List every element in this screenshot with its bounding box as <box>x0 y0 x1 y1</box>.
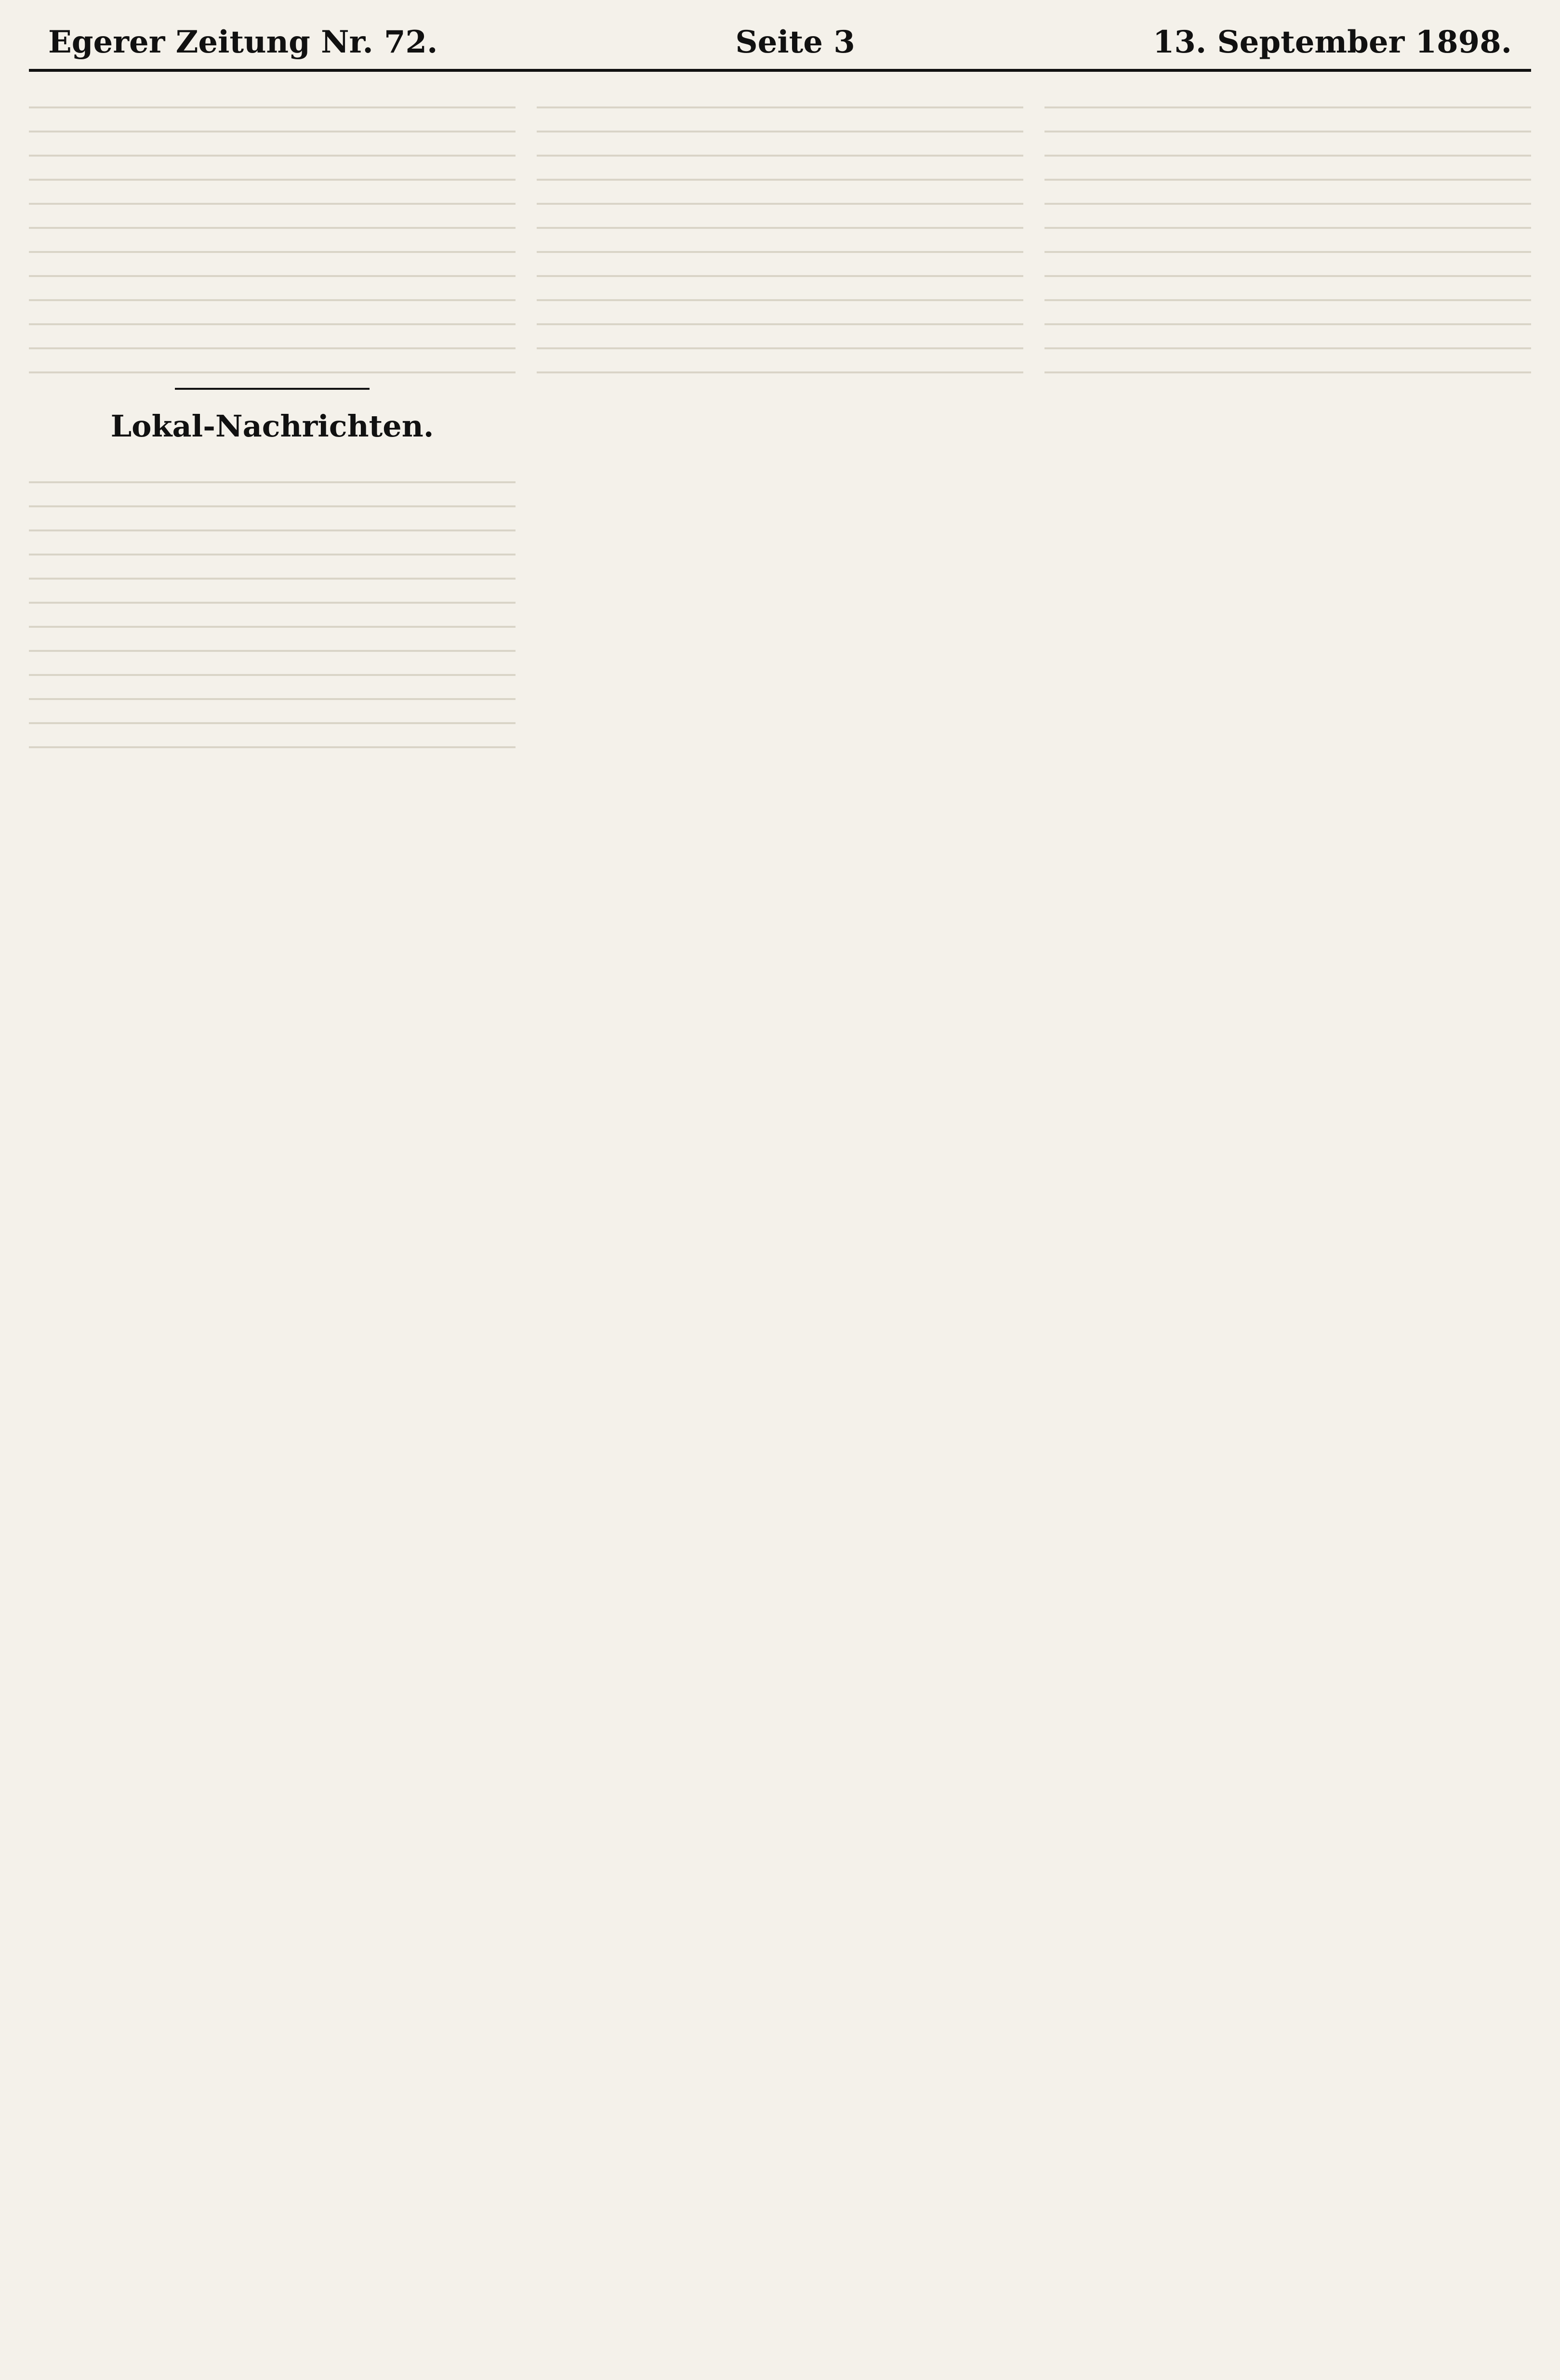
page-number: Seite 3 <box>735 24 855 60</box>
text-block <box>1044 84 1531 373</box>
column-3 <box>1044 84 1531 2349</box>
section-divider <box>175 388 370 390</box>
section-title-local-news: Lokal-Nachrichten. <box>110 409 434 444</box>
masthead <box>29 24 1531 72</box>
column-1 <box>29 84 516 2349</box>
article-columns <box>29 84 1531 2349</box>
issue-date: 13. September 1898. <box>1152 24 1512 60</box>
text-block <box>29 84 516 373</box>
text-block <box>537 84 1023 373</box>
paper-title: Egerer Zeitung Nr. 72. <box>48 24 438 60</box>
newspaper-page <box>29 24 1531 2356</box>
text-block <box>29 459 516 748</box>
column-2 <box>537 84 1023 2349</box>
